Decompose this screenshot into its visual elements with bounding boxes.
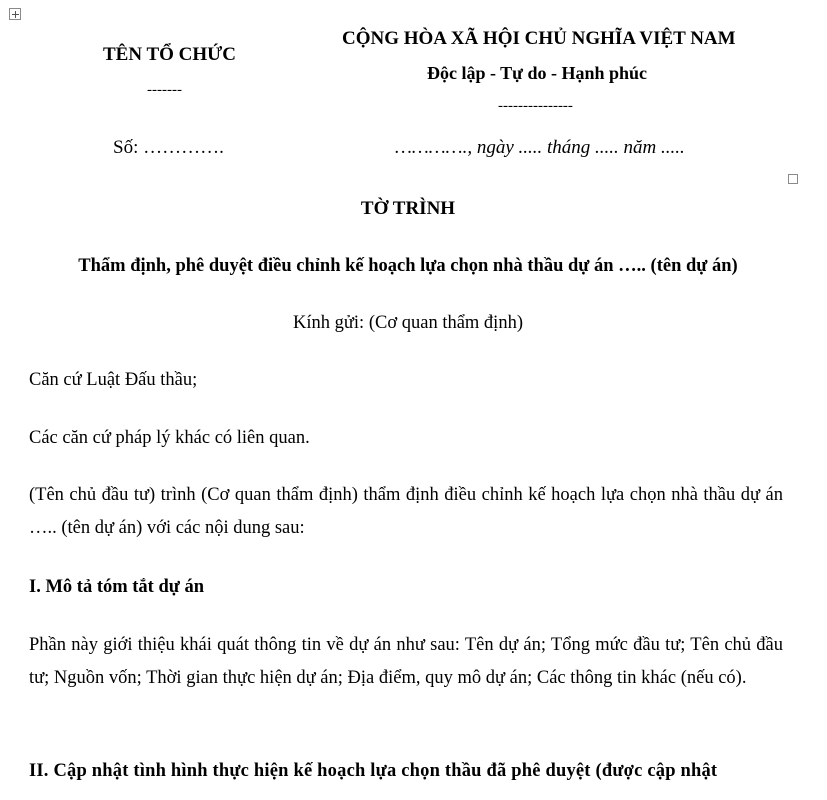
section-1-body: Phần này giới thiệu khái quát thông tin về dự án như sau: Tên dự án; Tổng mức đầu tư; Tên chủ đầu tư; Nguồn vốn; Thời gian thực hiện dự án; Địa điểm, quy mô dự án; Các thông tin khác (nếu có). xyxy=(29,635,783,688)
table-move-handle-icon[interactable] xyxy=(9,8,21,20)
section-2-heading: II. Cập nhật tình hình thực hiện kế hoạch lựa chọn thầu đã phê duyệt (được cập nhật xyxy=(29,761,718,781)
section-1-heading: I. Mô tả tóm tắt dự án xyxy=(29,577,205,597)
legal-basis-2: Các căn cứ pháp lý khác có liên quan. xyxy=(29,428,310,448)
date-line: …………., ngày ..... tháng ..... năm ..... xyxy=(395,137,685,158)
motto-divider: --------------- xyxy=(498,98,573,114)
table-resize-handle-icon[interactable] xyxy=(788,174,798,184)
organization-name: TÊN TỔ CHỨC xyxy=(103,44,237,65)
national-motto: Độc lập - Tự do - Hạnh phúc xyxy=(427,63,648,83)
document-title: TỜ TRÌNH xyxy=(360,198,456,219)
organization-divider: ------- xyxy=(147,82,182,98)
recipient-line: Kính gửi: (Cơ quan thẩm định) xyxy=(293,313,523,333)
document-subtitle: Thẩm định, phê duyệt điều chỉnh kế hoạch lựa chọn nhà thầu dự án ….. (tên dự án) xyxy=(78,256,738,276)
document-number: Số: …………. xyxy=(113,137,224,158)
intro-paragraph: (Tên chủ đầu tư) trình (Cơ quan thẩm định) thẩm định điều chỉnh kế hoạch lựa chọn nhà thầu dự án ….. (tên dự án) với các nội dung sau: xyxy=(29,485,783,538)
national-title: CỘNG HÒA XÃ HỘI CHỦ NGHĨA VIỆT NAM xyxy=(342,28,736,49)
legal-basis-1: Căn cứ Luật Đấu thầu; xyxy=(29,370,198,390)
